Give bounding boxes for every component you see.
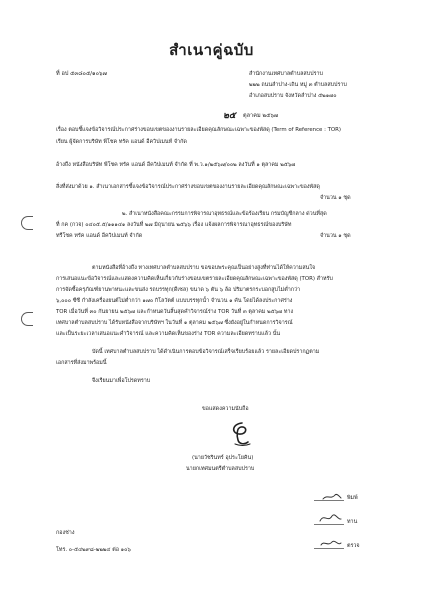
body-paragraph-2-line-2: เอกสารที่ส่งมาพร้อมนี้	[56, 360, 107, 366]
margin-bracket-mark	[21, 312, 33, 326]
signer-position: นายกเทศมนตรีตำบลสบปราบ	[186, 466, 255, 472]
signer-name: (นายวัชรินทร์ อุประโยคิน)	[192, 455, 254, 461]
body-paragraph-1-line-2: การเสนอแนะข้อวิจารณ์และแสดงความคิดเห็นเกี่ยวกับร่างขอบเขตรายละเอียดคุณลักษณะเฉพาะของพัสดุ (TOR) สำหรับ	[56, 276, 333, 282]
handwritten-signature	[226, 420, 256, 448]
body-paragraph-1-line-6: เทศบาลตำบลสบปราบ ได้รับหนังสือจากบริษัทฯ ในวันที่ ๑ ตุลาคม ๒๕๖๗ ซึ่งยังอยู่ในกำหนดการวิจารณ์	[56, 320, 293, 326]
reference-number: ที่ อป ๕๓๘๐๕/๑๐๖๗	[56, 71, 107, 77]
salutation-line: เรียน ผู้จัดการบริษัท พีโชค ทรัค แอนด์ อีควิปเมนท์ จำกัด	[56, 139, 187, 145]
reference-line: อ้างถึง หนังสือบริษัท พีโชค ทรัค แอนด์ อีควิปเมนท์ จำกัด ที่ พ.ว.๑/๒๕๖๗/๐๐๒ ลงวันที่ ๑ ตุลาคม ๒๕๖๗	[56, 162, 296, 168]
footer-label-verified: ตรวจ	[347, 543, 360, 549]
sender-address-line-1: สำนักงานเทศบาลตำบลสบปราบ	[249, 71, 323, 77]
complimentary-close: ขอแสดงความนับถือ	[202, 406, 249, 412]
body-paragraph-1-line-4: ๖,๐๐๐ ซีซี กำลังเครื่องยนต์ไม่ต่ำกว่า ๑๗๐ กิโลวัตต์ แบบบรรทุกน้ำ จำนวน ๑ คัน โดยได้ลงประกาศร่าง	[56, 298, 293, 304]
footer-label-checked: ทาน	[347, 519, 358, 525]
attachment-1: สิ่งที่ส่งมาด้วย ๑. สำเนาเอกสารชี้แจงข้อวิจารณ์ประกาศร่างขอบเขตของงานรายละเอียดคุณลักษณะเฉพาะของพัสดุ	[56, 184, 320, 190]
phone-number: โทร. ๐-๕๔๒๙๘-๒๒๒๔ ต่อ ๑๐๖	[56, 547, 131, 553]
department-name: กองช่าง	[56, 530, 75, 536]
attachment-1-count: จำนวน ๑ ชุด	[320, 195, 351, 201]
proofreader-signature-line	[314, 524, 344, 525]
sender-address-line-2: ๒๒๒ ถนนลำปาง-เถิน หมู่ ๓ ตำบลสบปราบ	[249, 82, 347, 88]
typist-initials	[322, 492, 342, 502]
sender-address-line-3: อำเภอสบปราบ จังหวัดลำปาง ๕๒๑๗๐	[249, 93, 337, 99]
body-paragraph-1-line-1: ตามหนังสือที่อ้างถึง ทางเทศบาลตำบลสบปราบ ขอขอบพระคุณเป็นอย่างสูงที่ท่านได้ให้ความสนใจ	[92, 265, 316, 271]
footer-label-typed: พิมพ์	[347, 495, 358, 501]
verifier-initials	[320, 537, 342, 549]
body-paragraph-1-line-7: และเป็นระยะเวลาเสนอแนะคำวิจารณ์ และความคิดเห็นของร่าง TOR ความละเอียดทราบแล้ว นั้น	[56, 331, 281, 337]
body-paragraph-1-line-5: TOR เมื่อวันที่ ๓๐ กันยายน ๒๕๖๗ และกำหนดวันสิ้นสุดคำวิจารณ์ร่าง TOR วันที่ ๓ ตุลาคม ๒๕๖๗ ทาง	[56, 309, 294, 315]
body-paragraph-1-line-3: การจัดซื้อครุภัณฑ์ยานพาหนะและขนส่ง รถบรรทุก(ดีเซล) ขนาด ๖ ตัน ๖ ล้อ ปริมาตรกระบอกสูบไม่ต่ำกว่า	[56, 287, 301, 293]
attachment-2-line-1: ๒. สำเนาหนังสือคณะกรรมการพิจารณาอุทธรณ์และข้อร้องเรียน กรมบัญชีกลาง ด่วนที่สุด	[122, 211, 327, 217]
date-day-handwritten: ๒๕	[223, 111, 236, 121]
proofreader-initials	[318, 512, 342, 524]
document-title: สำเนาคู่ฉบับ	[169, 41, 254, 59]
attachment-2-line-2: ที่ กค (กวจ) ๐๔๐๕.๕/๑๑๑๔๑ ลงวันที่ ๒๗ มิถุนายน ๒๕๖๖ เรื่อง แจ้งผลการพิจารณาอุทธรณ์ของบริษัท	[56, 222, 292, 228]
body-paragraph-2-line-1: บัดนี้ เทศบาลตำบลสบปราบ ได้ดำเนินการตอบข้อวิจารณ์เสร็จเรียบร้อยแล้ว รายละเอียดปรากฏตาม	[92, 349, 320, 355]
subject-line: เรื่อง ตอบชี้แจงข้อวิจารณ์ประกาศร่างขอบเขตของงานรายละเอียดคุณลักษณะเฉพาะของพัสดุ (Term of Reference : TOR)	[56, 127, 341, 133]
closing-request: จึงเรียนมาเพื่อโปรดทราบ	[92, 378, 151, 384]
attachment-2-count: จำนวน ๑ ชุด	[320, 233, 351, 239]
attachment-2-line-3: ทรีโชค ทรัค แอนด์ อีควิปเมนท์ จำกัด	[56, 233, 143, 239]
margin-bracket-mark	[21, 216, 33, 230]
date-month-year: ตุลาคม ๒๕๖๗	[243, 113, 279, 119]
